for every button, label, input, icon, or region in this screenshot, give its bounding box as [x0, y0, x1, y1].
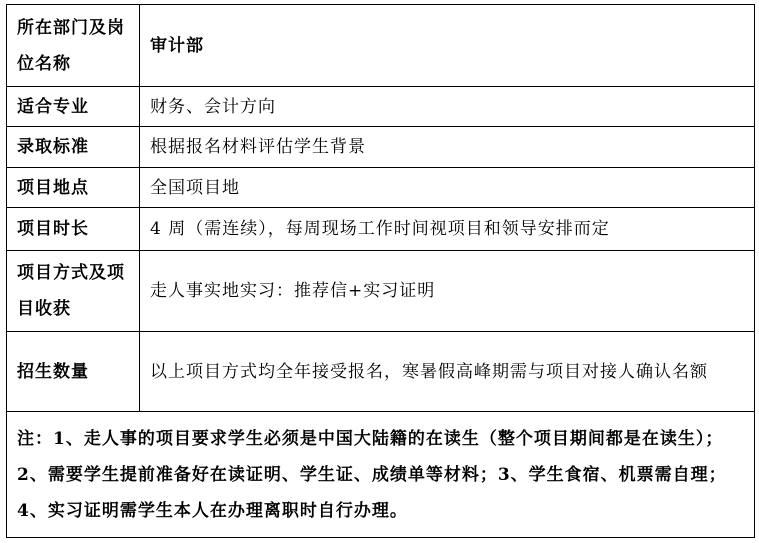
table-row-department — [7, 5, 755, 87]
department-value: 审计部 — [140, 5, 755, 87]
quota-label: 招生数量 — [7, 332, 140, 412]
note-text: 注：1、走人事的项目要求学生必须是中国大陆籍的在读生（整个项目期间都是在读生）；2、需要学生提前准备好在读证明、学生证、成绩单等材料；3、学生食宿、机票需自理；4、实习证明需学生本人在办理离职时自行办理。 — [7, 412, 755, 538]
table-row-major — [7, 87, 755, 127]
table-row-quota — [7, 332, 755, 412]
table-row-format — [7, 251, 755, 332]
table-row-duration — [7, 208, 755, 251]
department-label: 所在部门及岗位名称 — [7, 5, 140, 87]
major-value: 财务、会计方向 — [140, 87, 755, 127]
table-row-admission — [7, 127, 755, 168]
location-value: 全国项目地 — [140, 168, 755, 208]
position-info-table — [6, 4, 755, 538]
admission-label: 录取标准 — [7, 127, 140, 168]
quota-value: 以上项目方式均全年接受报名，寒暑假高峰期需与项目对接人确认名额 — [140, 332, 755, 412]
location-label: 项目地点 — [7, 168, 140, 208]
table-row-location — [7, 168, 755, 208]
admission-value: 根据报名材料评估学生背景 — [140, 127, 755, 168]
major-label: 适合专业 — [7, 87, 140, 127]
duration-label: 项目时长 — [7, 208, 140, 251]
table-row-note — [7, 412, 755, 538]
format-label: 项目方式及项目收获 — [7, 251, 140, 332]
duration-value: 4 周（需连续），每周现场工作时间视项目和领导安排而定 — [140, 208, 755, 251]
format-value: 走人事实地实习：推荐信+实习证明 — [140, 251, 755, 332]
